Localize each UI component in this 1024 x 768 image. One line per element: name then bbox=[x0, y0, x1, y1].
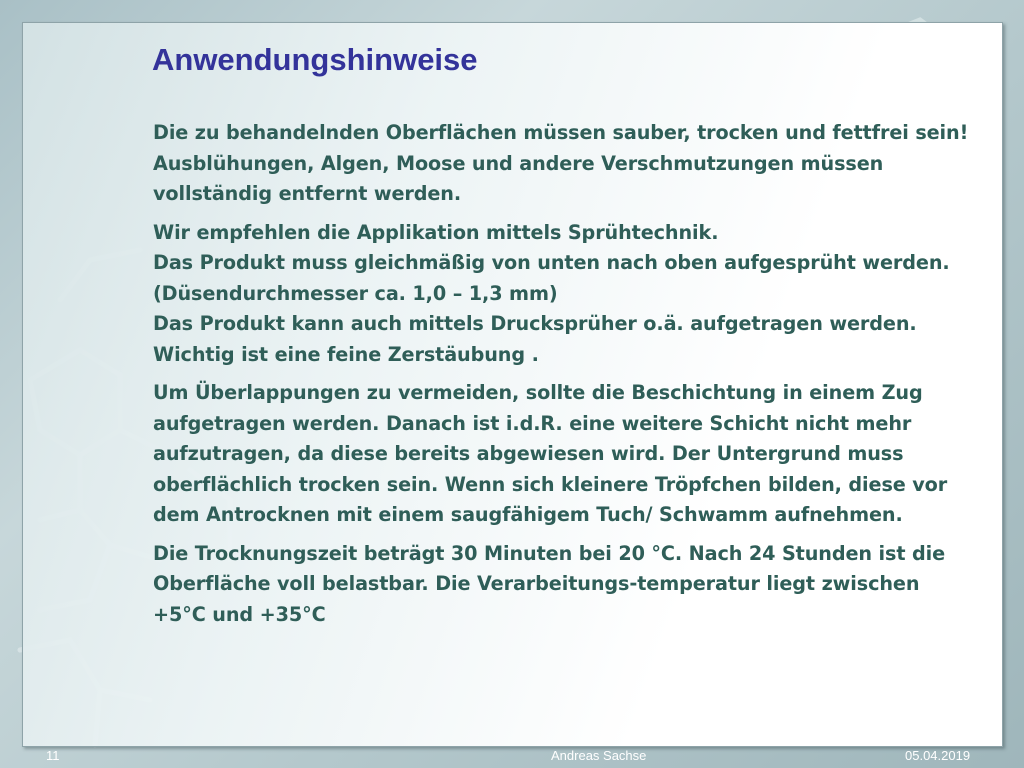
text-line: Das Produkt kann auch mittels Drucksprüher o.ä. aufgetragen werden. bbox=[153, 312, 917, 335]
text-line: aufzutragen, da diese bereits abgewiesen wird. Der Untergrund muss bbox=[153, 442, 904, 465]
slide-title: Anwendungshinweise bbox=[152, 42, 478, 77]
text-line: Die zu behandelnden Oberflächen müssen sauber, trocken und fettfrei sein! bbox=[153, 121, 969, 144]
paragraph-surface-preparation bbox=[153, 118, 983, 210]
text-line: Um Überlappungen zu vermeiden, sollte die Beschichtung in einem Zug bbox=[153, 381, 923, 404]
text-line: vollständig entfernt werden. bbox=[153, 182, 462, 205]
text-line: Oberfläche voll belastbar. Die Verarbeitungs-temperatur liegt zwischen bbox=[153, 572, 920, 595]
paragraph-overlap-guidance bbox=[153, 378, 983, 531]
text-line: +5°C und +35°C bbox=[153, 602, 326, 626]
text-line: Ausblühungen, Algen, Moose und andere Verschmutzungen müssen bbox=[153, 151, 884, 175]
text-line: aufgetragen werden. Danach ist i.d.R. eine weitere Schicht nicht mehr bbox=[153, 411, 912, 435]
text-line: dem Antrocknen mit einem saugfähigem Tuch/ Schwamm aufnehmen. bbox=[153, 503, 903, 526]
text-line: Das Produkt muss gleichmäßig von unten nach oben aufgesprüht werden. bbox=[153, 251, 950, 274]
text-line: oberflächlich trocken sein. Wenn sich kleinere Tröpfchen bilden, diese vor bbox=[153, 472, 948, 496]
slide-number: 11 bbox=[46, 748, 60, 763]
slide-body bbox=[153, 118, 983, 638]
footer-author: Andreas Sachse bbox=[551, 748, 647, 763]
paragraph-application-method bbox=[153, 218, 983, 371]
text-line: Wichtig ist eine feine Zerstäubung . bbox=[153, 342, 539, 366]
footer-date: 05.04.2019 bbox=[905, 748, 971, 763]
text-line: (Düsendurchmesser ca. 1,0 – 1,3 mm) bbox=[153, 281, 558, 305]
text-line: Wir empfehlen die Applikation mittels Sprühtechnik. bbox=[153, 220, 719, 244]
text-line: Die Trocknungszeit beträgt 30 Minuten bei 20 °C. Nach 24 Stunden ist die bbox=[153, 541, 946, 565]
paragraph-drying-time bbox=[153, 539, 983, 631]
